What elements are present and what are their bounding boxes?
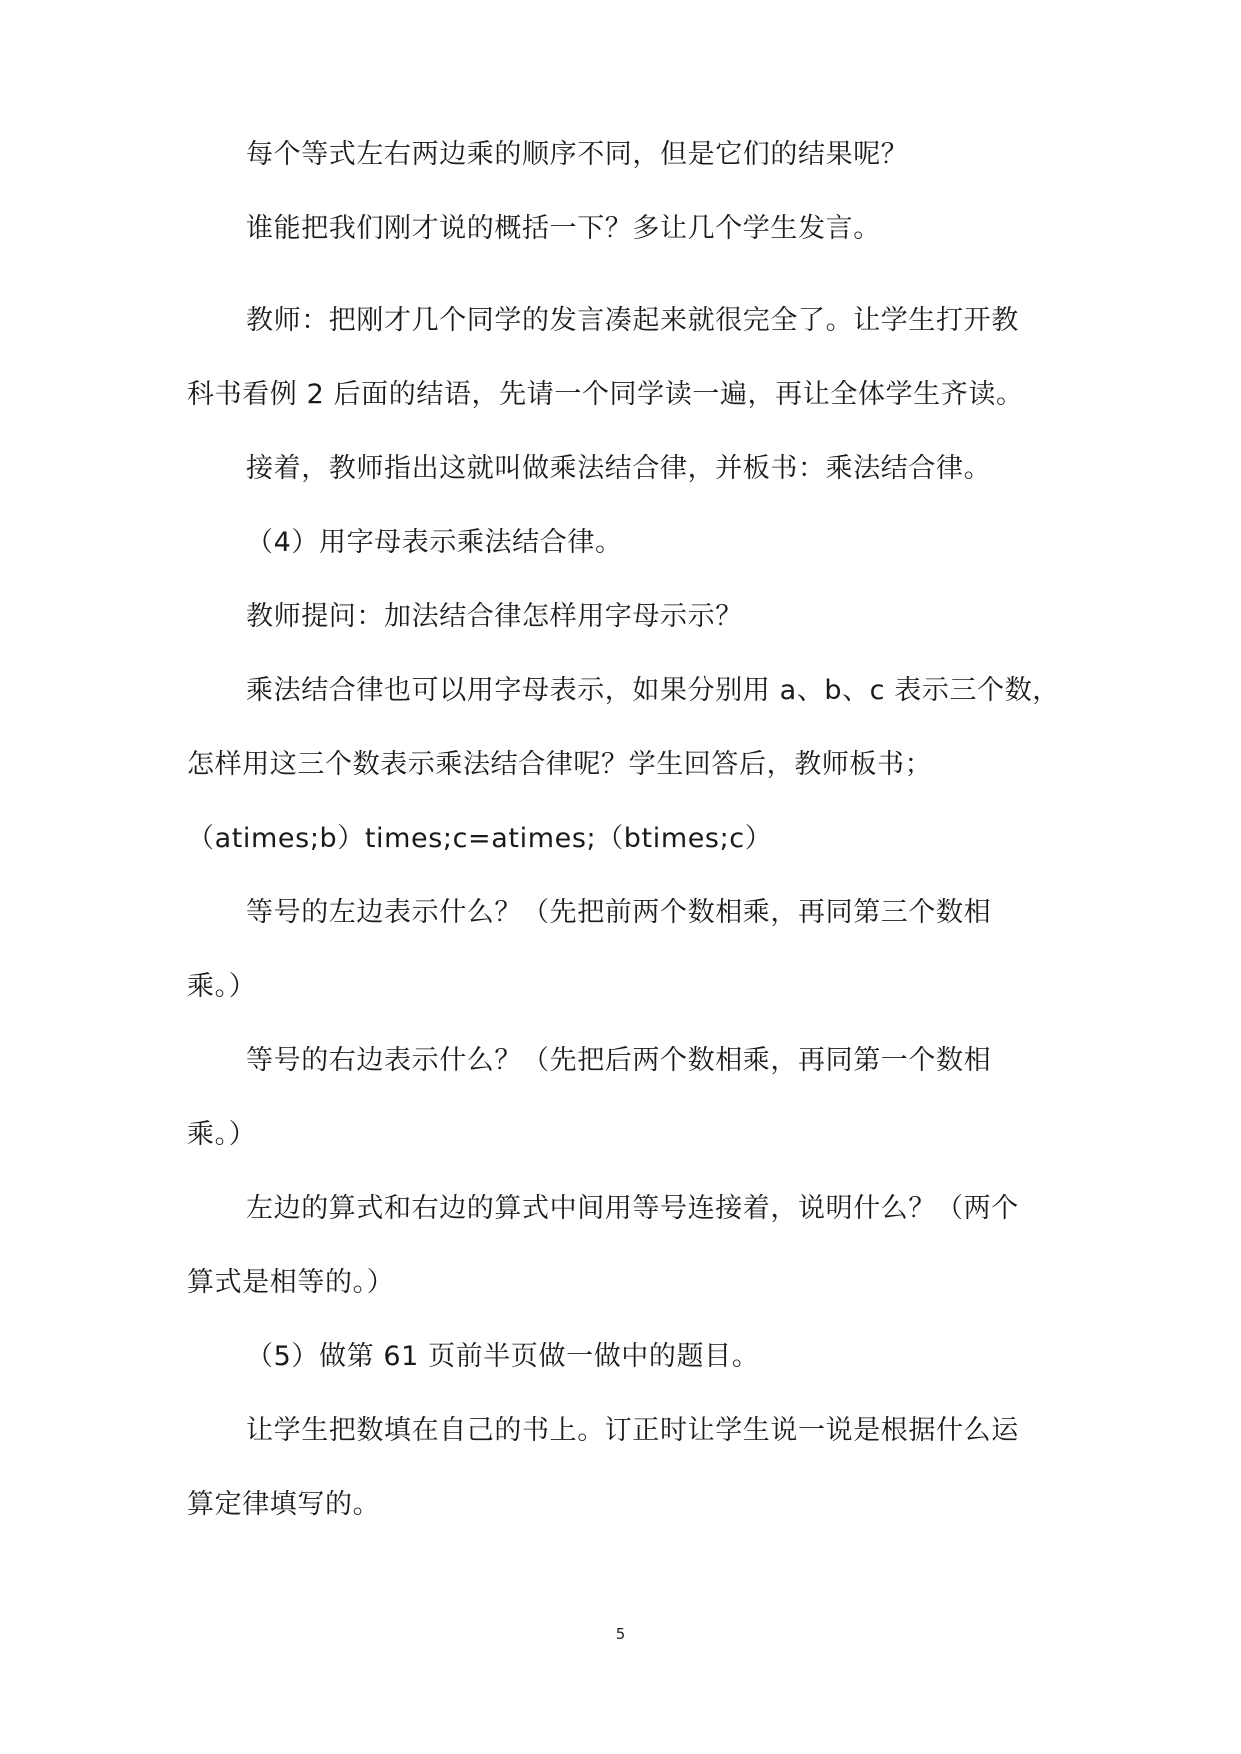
text-line: 乘。） <box>187 1119 257 1150</box>
text-line: 等号的右边表示什么？（先把后两个数相乘，再同第一个数相 <box>246 1045 992 1076</box>
text-line: 乘。） <box>187 971 257 1002</box>
text-line: 接着，教师指出这就叫做乘法结合律，并板书：乘法结合律。 <box>246 453 992 484</box>
text-line: 左边的算式和右边的算式中间用等号连接着，说明什么？（两个 <box>246 1193 1019 1224</box>
text-line: 科书看例 2 后面的结语，先请一个同学读一遍，再让全体学生齐读。 <box>187 379 1024 410</box>
text-line: （5）做第 61 页前半页做一做中的题目。 <box>246 1341 760 1372</box>
page-number: 5 <box>615 1625 626 1643</box>
text-line: 算定律填写的。 <box>187 1489 381 1520</box>
text-line: 让学生把数填在自己的书上。订正时让学生说一说是根据什么运 <box>246 1415 1019 1446</box>
text-line: 教师提问：加法结合律怎样用字母示示？ <box>246 601 743 632</box>
text-line: 乘法结合律也可以用字母表示，如果分别用 a、b、c 表示三个数， <box>246 675 1060 706</box>
text-line: 等号的左边表示什么？（先把前两个数相乘，再同第三个数相 <box>246 897 992 928</box>
text-line: 谁能把我们刚才说的概括一下？多让几个学生发言。 <box>246 213 881 244</box>
text-line: 教师：把刚才几个同学的发言凑起来就很完全了。让学生打开教 <box>246 305 1019 336</box>
text-line: 每个等式左右两边乘的顺序不同，但是它们的结果呢？ <box>246 139 909 170</box>
text-line: （4）用字母表示乘法结合律。 <box>246 527 623 558</box>
text-line: 算式是相等的。） <box>187 1267 395 1298</box>
formula-line: （atimes;b）times;c=atimes;（btimes;c） <box>187 823 773 854</box>
text-line: 怎样用这三个数表示乘法结合律呢？学生回答后，教师板书； <box>187 749 933 780</box>
